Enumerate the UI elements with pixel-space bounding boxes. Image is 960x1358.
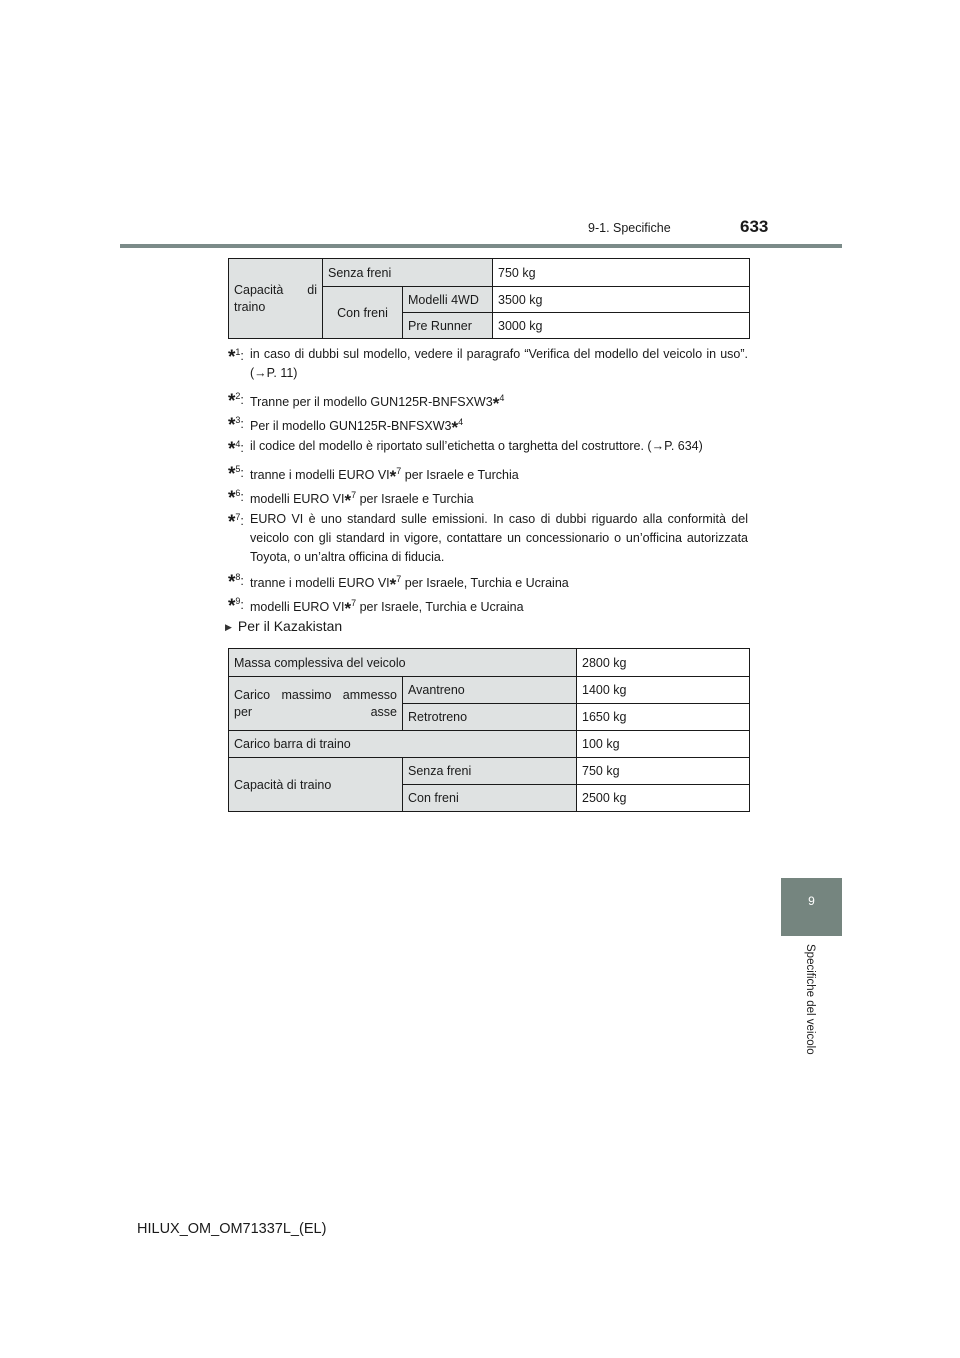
chapter-label: Specifiche del veicolo: [804, 944, 816, 1055]
footnote-7: *$^7$: EURO VI è uno standard sulle emissioni. In caso di dubbi riguardo alla conformità del veicolo con gli standard in vigore, contattare un concessionario o un’officina autorizzata Toyota, o un’altra officina di fiducia.: [228, 512, 748, 564]
pre-runner-label: Pre Runner: [403, 313, 493, 339]
gross-mass-value: 2800 kg: [577, 649, 750, 677]
document-code: HILUX_OM_OM71337L_(EL): [137, 1221, 327, 1237]
footnote-5: *$^5$: tranne i modelli EURO VI*$^7$ per Israele e Turchia: [228, 464, 519, 487]
model-4wd-value: 3500 kg: [493, 287, 750, 313]
chapter-tab[interactable]: [781, 878, 842, 936]
footnote-6: *$^6$: modelli EURO VI*$^7$ per Israele e Turchia: [228, 488, 474, 511]
kz-with-brakes-value: 2500 kg: [577, 785, 750, 812]
with-brakes-label: Con freni: [323, 287, 403, 339]
chapter-number: 9: [808, 894, 815, 908]
axle-load-label: Carico massimo ammesso per asse: [229, 677, 403, 731]
footnote-8: *$^8$: tranne i modelli EURO VI*$^7$ per Israele, Turchia e Ucraina: [228, 572, 569, 595]
kz-without-brakes-value: 750 kg: [577, 758, 750, 785]
towing-capacity-label: Capacità di traino: [229, 259, 323, 339]
towbar-load-value: 100 kg: [577, 731, 750, 758]
footnote-9: *$^9$: modelli EURO VI*$^7$ per Israele, Turchia e Ucraina: [228, 596, 524, 619]
front-axle-value: 1400 kg: [577, 677, 750, 704]
footnote-4: *$^4$: il codice del modello è riportato sull’etichetta o targhetta del costruttore. (→P. 634): [228, 439, 703, 460]
without-brakes-value: 750 kg: [493, 259, 750, 287]
kz-without-brakes-label: Senza freni: [403, 758, 577, 785]
header-divider: [120, 244, 842, 248]
section-title: 9-1. Specifiche: [588, 221, 671, 235]
kazakhstan-table: [228, 648, 750, 812]
front-axle-label: Avantreno: [403, 677, 577, 704]
pre-runner-value: 3000 kg: [493, 313, 750, 339]
footnote-2: *$^2$: Tranne per il modello GUN125R-BNFSXW3*$^4$: [228, 391, 505, 414]
kazakhstan-heading: ▶ Per il Kazakistan: [225, 618, 343, 634]
rear-axle-value: 1650 kg: [577, 704, 750, 731]
footnote-3: *$^3$: Per il modello GUN125R-BNFSXW3*$^4$: [228, 415, 464, 438]
towing-capacity-kz-label: Capacità di traino: [229, 758, 403, 812]
without-brakes-label: Senza freni: [323, 259, 493, 287]
towbar-load-label: Carico barra di traino: [229, 731, 577, 758]
page-number: 633: [740, 217, 769, 236]
kz-with-brakes-label: Con freni: [403, 785, 577, 812]
rear-axle-label: Retrotreno: [403, 704, 577, 731]
model-4wd-label: Modelli 4WD: [403, 287, 493, 313]
triangle-bullet-icon: ▶: [225, 622, 232, 632]
towing-capacity-table: [228, 258, 750, 339]
gross-mass-label: Massa complessiva del veicolo: [229, 649, 577, 677]
footnote-1: *$^1$: in caso di dubbi sul modello, vedere il paragrafo “Verifica del modello del veicolo in uso”. (→P. 11): [228, 347, 748, 380]
